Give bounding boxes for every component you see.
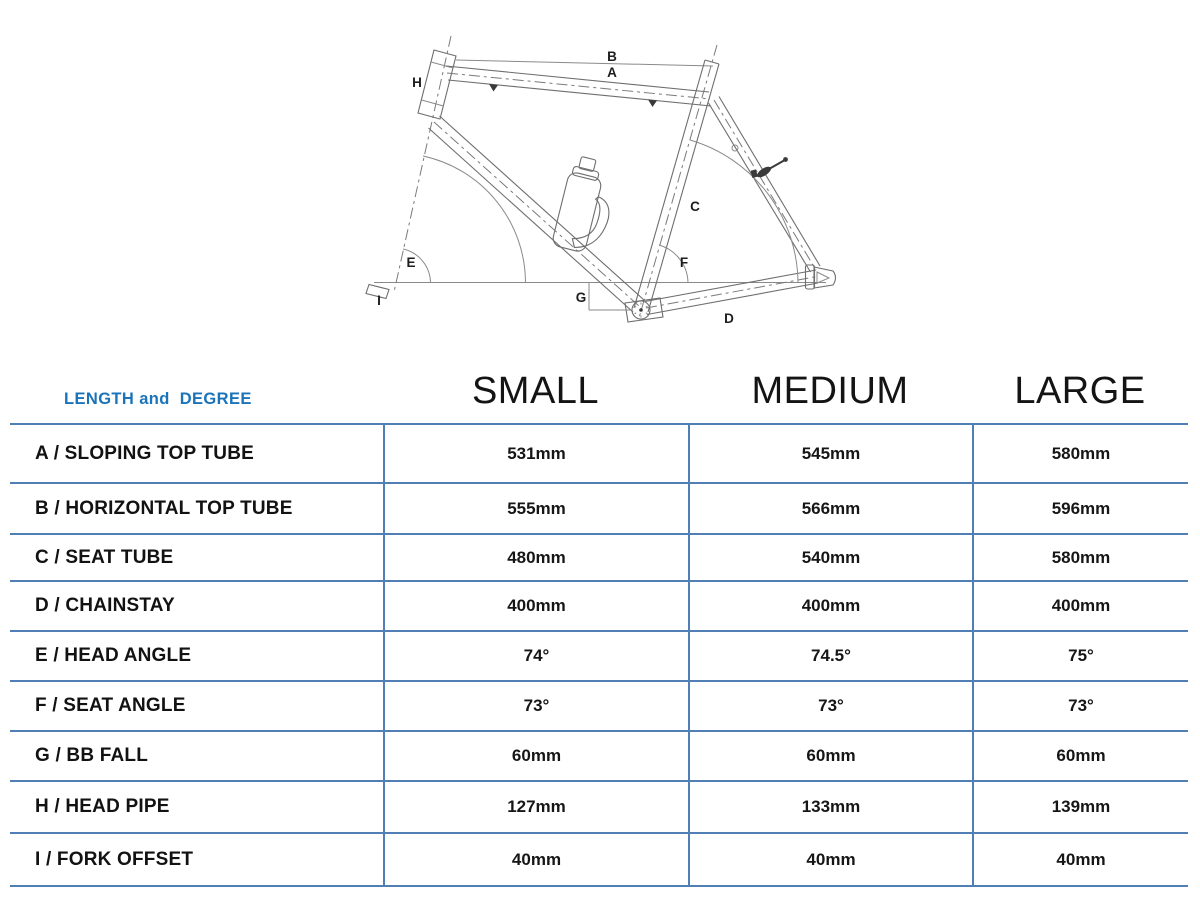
spec-value-small: 40mm — [383, 834, 688, 885]
spec-label: D / CHAINSTAY — [35, 595, 175, 616]
table-row — [10, 834, 1188, 887]
spec-value-small: 555mm — [383, 484, 688, 533]
diagram-label-e: E — [406, 255, 416, 270]
table-row — [10, 484, 1188, 535]
spec-value-medium: 400mm — [688, 582, 972, 630]
rear-dropout — [806, 265, 836, 289]
spec-value-small: 74° — [383, 632, 688, 680]
cable-stop-icons — [489, 84, 657, 107]
length-and-degree-label: LENGTH and DEGREE — [64, 390, 252, 408]
spec-value-small: 531mm — [383, 425, 688, 482]
spec-value-small: 127mm — [383, 782, 688, 832]
head-tube — [418, 50, 456, 119]
diagram-label-c: C — [690, 199, 700, 214]
spec-value-medium: 60mm — [688, 732, 972, 780]
column-header-small: SMALL — [471, 370, 600, 412]
bike-frame-diagram — [0, 0, 1200, 370]
spec-value-small: 480mm — [383, 535, 688, 580]
spec-value-large: 580mm — [972, 425, 1188, 482]
steering-axis-line — [394, 36, 451, 292]
seat-stay — [709, 97, 821, 273]
spec-value-large: 40mm — [972, 834, 1188, 885]
spec-value-small: 60mm — [383, 732, 688, 780]
geometry-table — [10, 423, 1188, 887]
table-row — [10, 632, 1188, 682]
diagram-label-f: F — [679, 255, 689, 270]
diagram-label-h: H — [412, 75, 422, 90]
diagram-label-b: B — [607, 49, 617, 64]
spec-label: H / HEAD PIPE — [35, 796, 170, 817]
spec-value-medium: 566mm — [688, 484, 972, 533]
spec-value-large: 596mm — [972, 484, 1188, 533]
water-bottle — [551, 155, 621, 257]
diagram-label-a: A — [607, 65, 617, 80]
bb-fall-indicator — [589, 283, 631, 310]
table-row — [10, 782, 1188, 834]
spec-value-small: 73° — [383, 682, 688, 730]
diagram-label-d: D — [724, 311, 734, 326]
table-row — [10, 582, 1188, 632]
spec-label: G / BB FALL — [35, 745, 149, 766]
column-header-large: LARGE — [1014, 370, 1146, 412]
spec-value-large: 73° — [972, 682, 1188, 730]
chain-stay — [645, 270, 818, 315]
spec-label: B / HORIZONTAL TOP TUBE — [35, 497, 293, 519]
spec-value-large: 580mm — [972, 535, 1188, 580]
spec-value-large: 75° — [972, 632, 1188, 680]
spec-value-medium: 133mm — [688, 782, 972, 832]
spec-label: A / SLOPING TOP TUBE — [35, 442, 255, 464]
spec-label: F / SEAT ANGLE — [35, 695, 186, 716]
spec-value-medium: 540mm — [688, 535, 972, 580]
spec-value-small: 400mm — [383, 582, 688, 630]
spec-value-medium: 74.5° — [688, 632, 972, 680]
diagram-label-i: I — [377, 293, 381, 308]
spec-value-medium: 73° — [688, 682, 972, 730]
column-header-medium: MEDIUM — [751, 370, 909, 412]
spec-value-medium: 545mm — [688, 425, 972, 482]
spec-value-large: 400mm — [972, 582, 1188, 630]
spec-value-medium: 40mm — [688, 834, 972, 885]
spec-label: I / FORK OFFSET — [35, 848, 194, 870]
spec-value-large: 139mm — [972, 782, 1188, 832]
table-row — [10, 682, 1188, 732]
spec-value-large: 60mm — [972, 732, 1188, 780]
top-tube — [446, 66, 711, 106]
diagram-label-g: G — [575, 290, 587, 305]
table-row — [10, 732, 1188, 782]
quick-release-skewer-icon — [751, 157, 788, 179]
table-row — [10, 425, 1188, 484]
spec-label: E / HEAD ANGLE — [35, 645, 192, 666]
horizontal-top-tube-line — [456, 60, 713, 66]
spec-label: C / SEAT TUBE — [35, 546, 174, 568]
table-row — [10, 535, 1188, 582]
bike-frame-diagram-area — [0, 0, 1200, 370]
